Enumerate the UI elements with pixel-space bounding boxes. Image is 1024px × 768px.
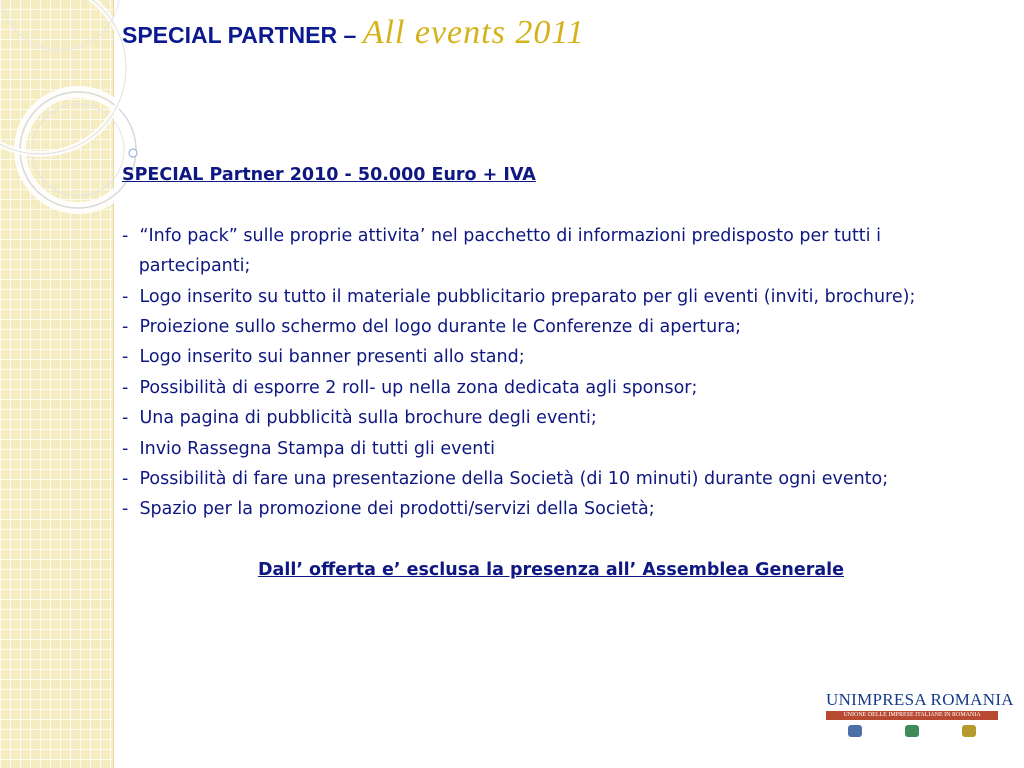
exclusion-note: Dall’ offerta e’ esclusa la presenza all’ Assemblea Generale	[257, 560, 845, 581]
slide-body	[122, 160, 980, 586]
benefits-list	[122, 221, 980, 525]
benefit-item: - Spazio per la promozione dei prodotti/servizi della Società;	[122, 499, 655, 520]
benefit-item: - Possibilità di esporre 2 roll- up nella zona dedicata agli sponsor;	[122, 377, 698, 398]
sponsor-badge-icon	[905, 725, 919, 737]
benefit-item: partecipanti;	[122, 256, 251, 277]
benefit-item: - Invio Rassegna Stampa di tutti gli eventi	[122, 438, 496, 459]
title-subtitle: All events 2011	[362, 14, 585, 51]
benefit-item: - Proiezione sullo schermo del logo durante le Conferenze di apertura;	[122, 317, 742, 338]
benefit-item: - “Info pack” sulle proprie attivita’ nel pacchetto di informazioni predisposto per tutti i	[122, 225, 881, 246]
logo-title: UNIMPRESA ROMANIA	[826, 690, 1014, 709]
benefit-item: - Logo inserito sui banner presenti allo stand;	[122, 347, 525, 368]
slide-title	[122, 14, 585, 52]
benefit-item: - Logo inserito su tutto il materiale pubblicitario preparato per gli eventi (inviti, brochure);	[122, 286, 916, 307]
benefit-item: - Una pagina di pubblicità sulla brochure degli eventi;	[122, 408, 597, 429]
title-main: SPECIAL PARTNER –	[122, 22, 363, 48]
spacer	[122, 525, 980, 555]
sponsor-emblem-icon	[848, 725, 862, 737]
benefit-item: - Possibilità di fare una presentazione della Società (di 10 minuti) durante ogni evento;	[122, 469, 889, 490]
offer-heading: SPECIAL Partner 2010 - 50.000 Euro + IVA	[122, 165, 536, 185]
logo-icons	[826, 725, 998, 737]
logo-subtitle: UNIONE DELLE IMPRESE ITALIANE IN ROMANIA	[826, 711, 998, 720]
spacer	[122, 190, 980, 220]
sponsor-mark-icon	[962, 725, 976, 737]
unimpresa-logo	[826, 690, 1014, 737]
